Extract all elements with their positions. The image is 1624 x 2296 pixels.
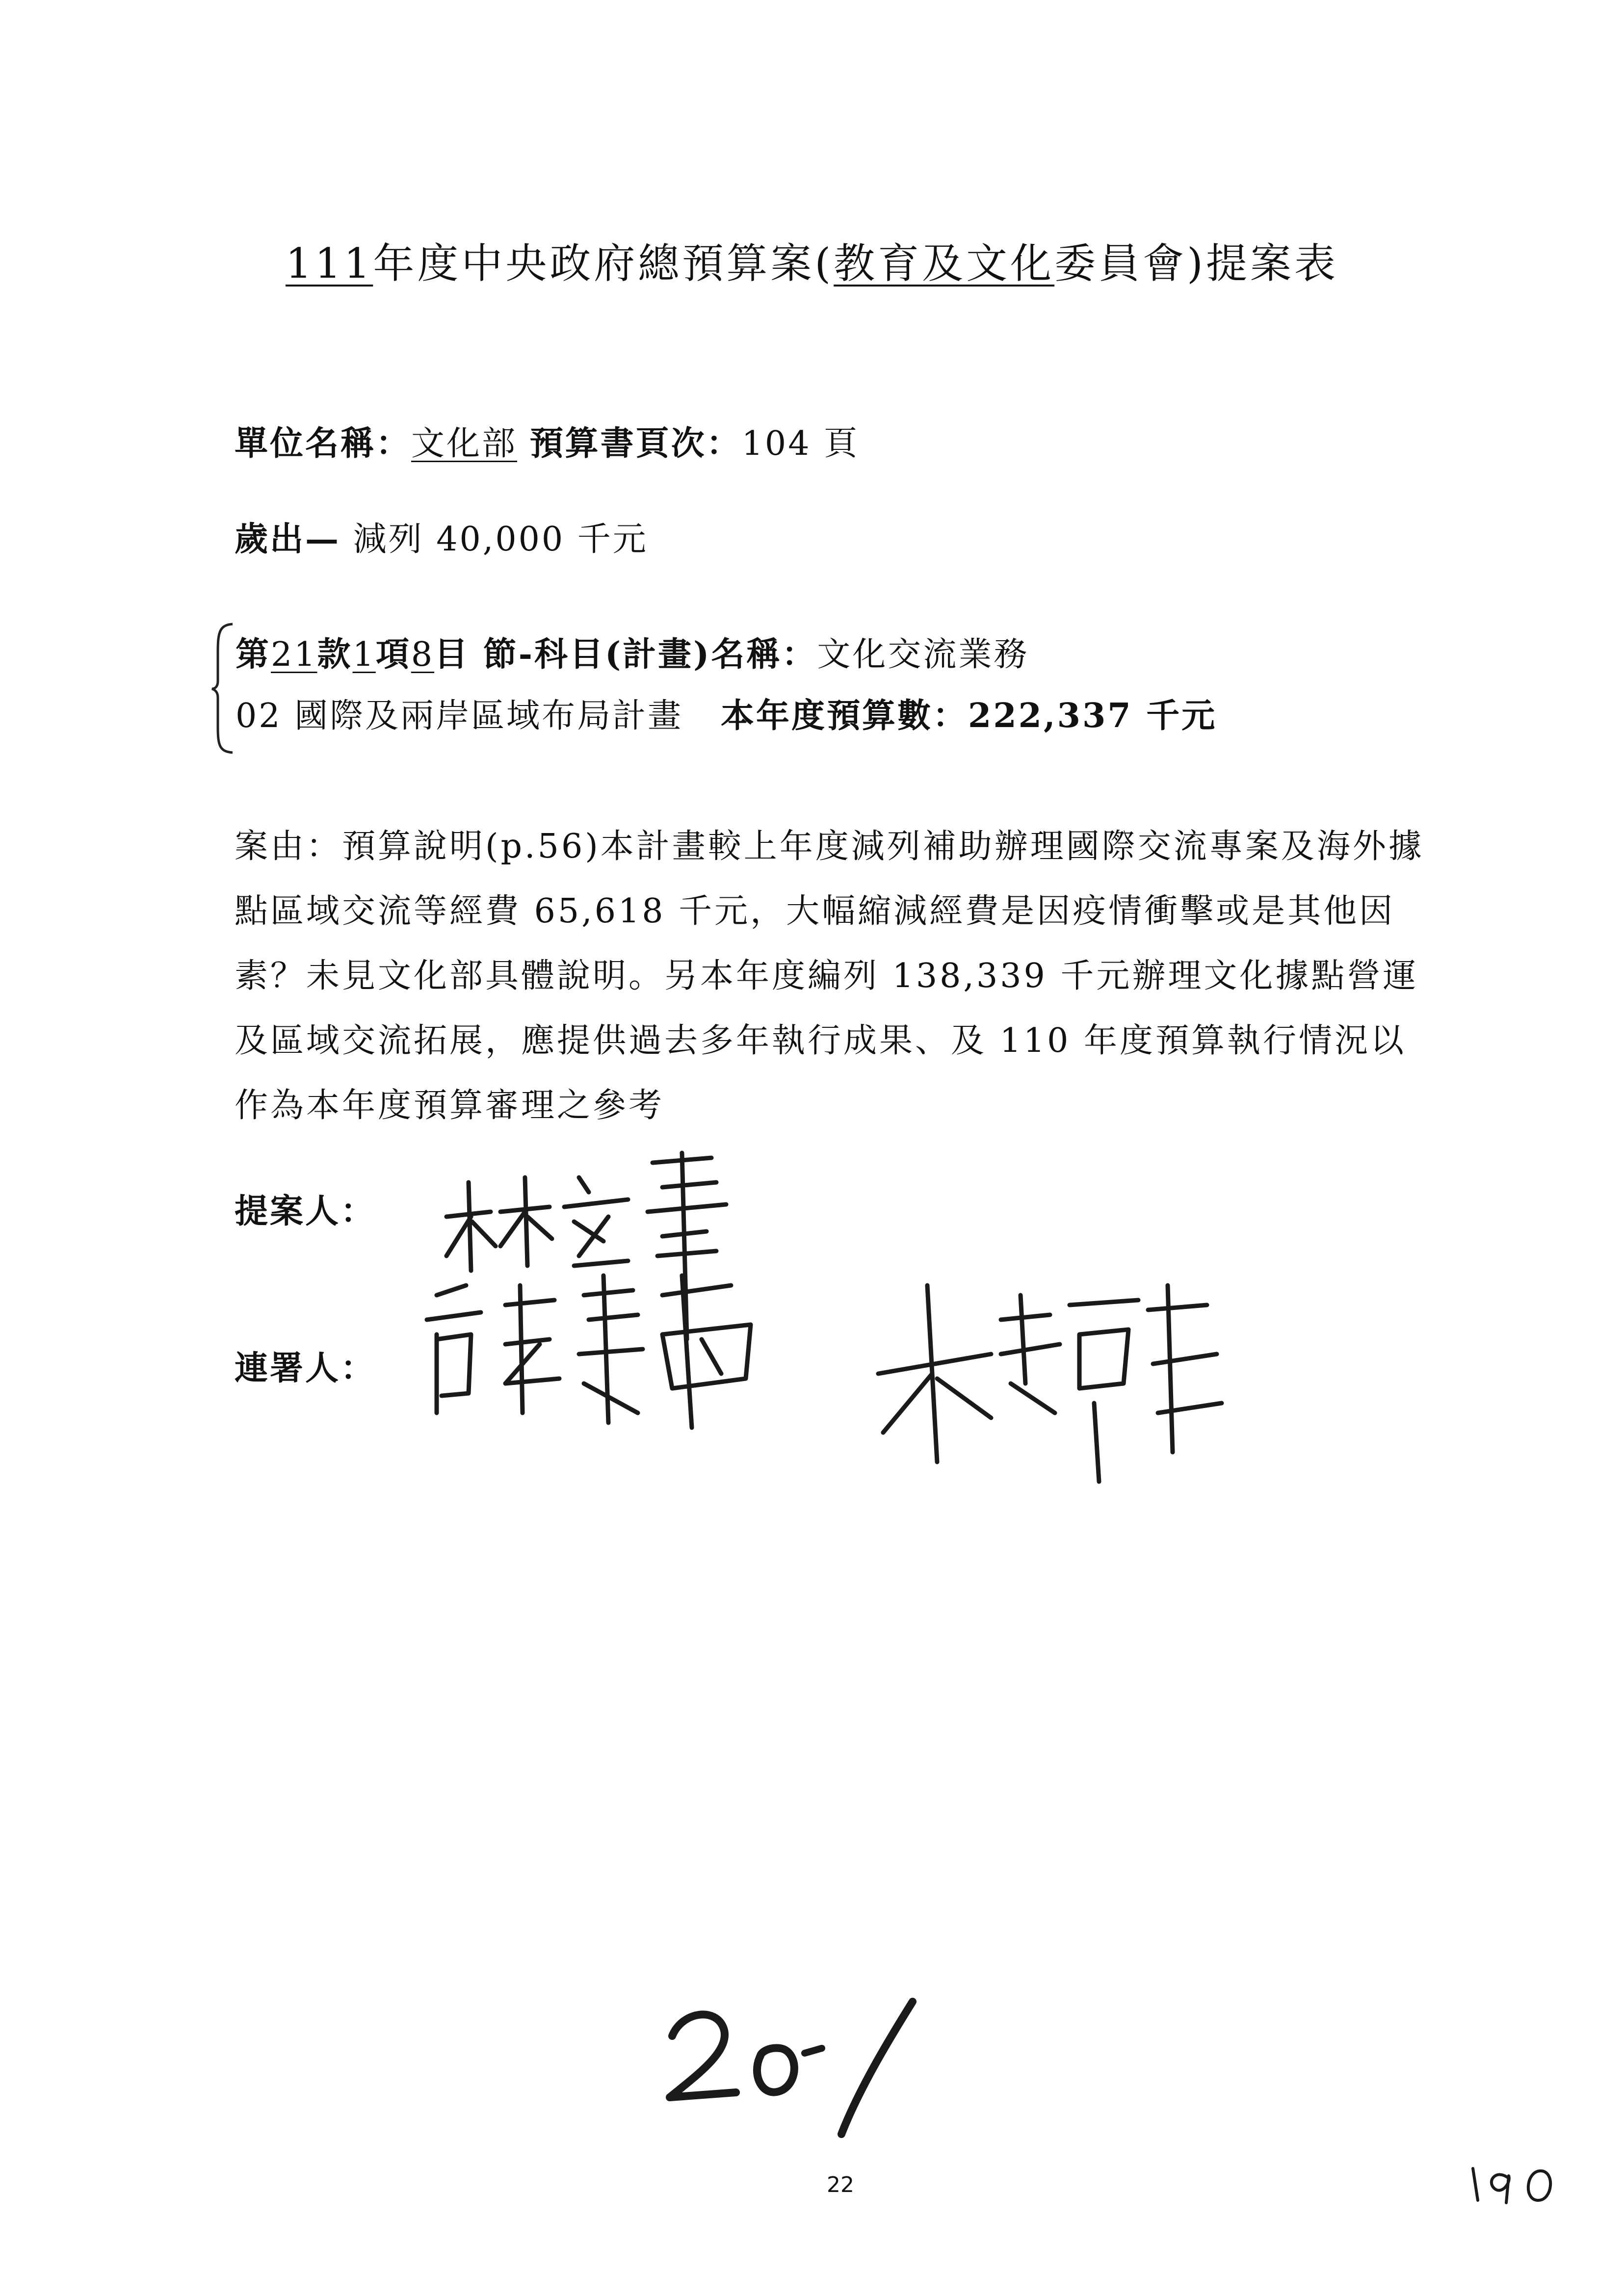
item-kuan-suffix: 款: [317, 635, 353, 674]
budget-amount-label: 本年度預算數：: [721, 696, 969, 735]
item-name: 文化交流業務: [817, 635, 1029, 674]
item-xiang: 1: [352, 635, 376, 674]
title-part2: 委員會)提案表: [1054, 239, 1338, 287]
corner-number: [1467, 2154, 1565, 2208]
title-committee: 教育及文化: [834, 239, 1055, 287]
item-line-1: [236, 628, 1029, 676]
item-line-2: [236, 689, 1217, 737]
title-part1: 年度中央政府總預算案(: [373, 239, 834, 287]
budget-page-value: 104 頁: [741, 424, 860, 463]
item-kuan-prefix: 第: [236, 635, 271, 674]
proposer-label: 提案人：: [235, 1192, 376, 1231]
title-year: 111: [286, 239, 373, 287]
item-mu: 8: [411, 635, 435, 674]
item-xiang-suffix: 項: [375, 635, 411, 674]
expense-label: 歲出—: [235, 520, 341, 559]
item-mu-suffix: 目 節-科目(計畫)名稱：: [434, 635, 817, 674]
unit-label: 單位名稱：: [235, 424, 412, 463]
expense-value: 減列 40,000 千元: [341, 520, 648, 559]
unit-value: 文化部: [411, 424, 518, 463]
page-number: 22: [827, 2172, 854, 2197]
handwritten-number: [657, 1992, 932, 2139]
item-plan-name: 02 國際及兩岸區域布局計畫: [236, 697, 683, 735]
item-bracket: [211, 622, 236, 755]
expense-line: [235, 513, 648, 560]
cosigner-signature-1: [407, 1266, 800, 1472]
budget-amount-value: 222,337 千元: [968, 696, 1217, 735]
reason-paragraph: 案由：預算說明(p.56)本計畫較上年度減列補助辦理國際交流專案及海外據點區域交流等經費 65,618 千元，大幅縮減經費是因疫情衝擊或是其他因素？未見文化部具體說明。另本年度編列 138,339 千元辦理文化據點營運及區域交流拓展，應提供過去多年執行成果、及 110 年度預算執行情況以作為本年度預算審理之參考: [235, 827, 1424, 1125]
budget-page-label: 預算書頁次：: [529, 424, 742, 463]
cosigner-signature-2: [864, 1256, 1236, 1531]
cosigner-label: 連署人：: [235, 1349, 376, 1388]
page-title: [0, 231, 1624, 290]
item-kuan: 21: [271, 635, 317, 674]
unit-line: [235, 417, 859, 465]
